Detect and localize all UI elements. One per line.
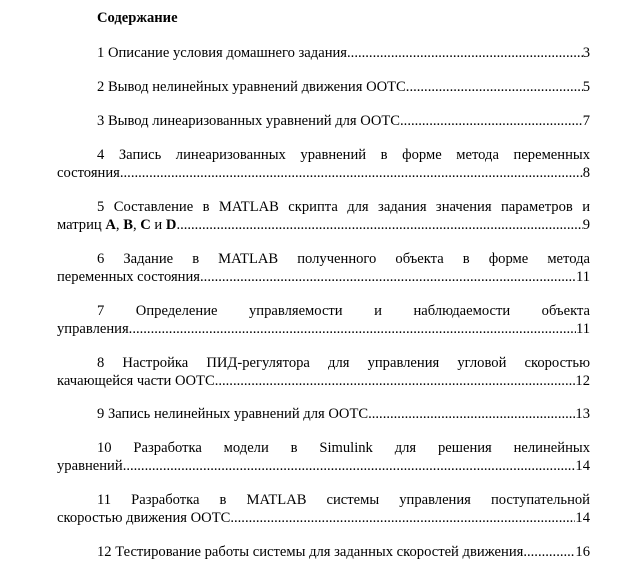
toc-entry <box>57 543 590 561</box>
toc-entry <box>57 405 590 423</box>
toc-entry-title: 4 Запись линеаризованных уравнений в форме метода переменных <box>97 147 590 163</box>
toc-page-number: 11 <box>575 269 590 285</box>
toc-entry <box>57 78 590 96</box>
dot-leader <box>406 78 583 96</box>
toc-entry <box>57 354 590 390</box>
toc-entry-title-continued: переменных состояния <box>57 269 201 285</box>
matrix-d: D <box>165 217 177 233</box>
dot-leader <box>200 268 576 286</box>
dot-leader <box>347 44 583 62</box>
matrix-b: B <box>123 217 133 233</box>
toc-entry <box>57 302 590 338</box>
toc-page-number: 7 <box>582 113 590 129</box>
dot-leader <box>230 509 575 527</box>
matrix-c: C <box>140 217 151 233</box>
toc-entry-title: 8 Настройка ПИД-регулятора для управления угловой скоростью <box>97 355 590 371</box>
toc-entry-title: 9 Запись нелинейных уравнений для ООТС <box>97 406 369 422</box>
matrix-a: A <box>105 217 116 233</box>
toc-entry-title-continued: состояния <box>57 165 120 181</box>
dot-leader <box>176 216 582 234</box>
dot-leader <box>120 164 583 182</box>
dot-leader <box>368 405 575 423</box>
toc-entry <box>57 146 590 182</box>
toc-entry-title-continued: скоростью движения ООТС <box>57 510 231 526</box>
toc-entry-title: 5 Составление в MATLAB скрипта для задания значения параметров и <box>97 199 590 215</box>
toc-page-number: 12 <box>575 373 590 389</box>
toc-page-number: 5 <box>582 79 590 95</box>
toc-entry-title: 10 Разработка модели в Simulink для решения нелинейных <box>97 440 590 456</box>
toc-entry <box>57 198 590 234</box>
toc-entry-title-continued: управления <box>57 321 129 337</box>
dot-leader <box>400 112 583 130</box>
dot-leader <box>523 543 575 561</box>
dot-leader <box>129 320 576 338</box>
toc-entry-title-continued: уравнений <box>57 458 123 474</box>
toc-entry <box>57 250 590 286</box>
toc-entry-title: 12 Тестирование работы системы для заданных скоростей движения <box>97 544 524 560</box>
toc-entry-title: 3 Вывод линеаризованных уравнений для ООТС <box>97 113 401 129</box>
toc-page-number: 13 <box>575 406 590 422</box>
toc-entry-title: 11 Разработка в MATLAB системы управления поступательной <box>97 492 590 508</box>
dot-leader <box>123 457 576 475</box>
toc-page-number: 14 <box>575 510 590 526</box>
toc-entry <box>57 112 590 130</box>
toc-entry <box>57 439 590 475</box>
toc-entry <box>57 491 590 527</box>
toc-entry-title-continued: качающейся части ООТС <box>57 373 215 389</box>
toc-heading: Содержание <box>97 10 178 26</box>
toc-entry-title: 7 Определение управляемости и наблюдаемости объекта <box>97 303 590 319</box>
toc-page-number: 8 <box>582 165 590 181</box>
toc-entry-title: 2 Вывод нелинейных уравнений движения ООТС <box>97 79 406 95</box>
toc-entry-title: 1 Описание условия домашнего задания <box>97 45 348 61</box>
toc-page-number: 14 <box>575 458 590 474</box>
dot-leader <box>215 372 576 390</box>
toc-entry <box>57 44 590 62</box>
toc-page-number: 9 <box>582 217 590 233</box>
toc-page-number: 3 <box>582 45 590 61</box>
toc-entry-title: 6 Задание в MATLAB полученного объекта в форме метода <box>97 251 590 267</box>
toc-entry-title-continued: матриц A, B, C и D <box>57 217 177 233</box>
toc-page-number: 11 <box>575 321 590 337</box>
toc-page-number: 16 <box>575 544 590 560</box>
